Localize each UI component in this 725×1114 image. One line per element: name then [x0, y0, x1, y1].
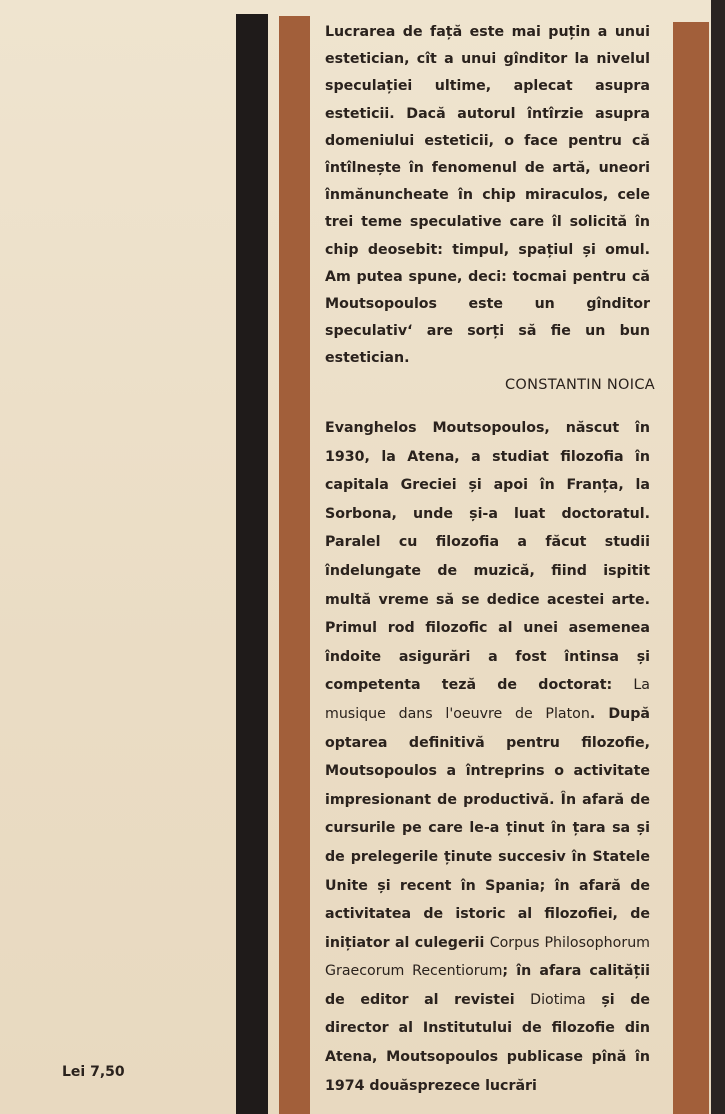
author-biography	[325, 414, 650, 1100]
black-stripe-left	[236, 14, 268, 1114]
bio-text-part-4: și de director al Institutului de filozofie din Atena, Moutsopoulos publicase pînă în 1974 douăsprezece lucrări	[325, 991, 650, 1094]
brown-stripe-right	[673, 22, 709, 1114]
bio-text-part-1: Evanghelos Moutsopoulos, născut în 1930, la Atena, a studiat filozofia în capitala Greciei și apoi în Franța, la Sorbona, unde și-a luat doctoratul. Paralel cu filozofia a făcut studii îndelungate de muzică, fiind ispitit multă vreme să se dedice acestei arte. Primul rod filozofic al unei asemenea îndoite asigurări a fost întinsa și competenta teză de doctorat:	[325, 420, 650, 694]
bio-collection-title: Corpus Philosophorum Graecorum Recentiorum	[325, 934, 651, 980]
price-label: Lei 7,50	[62, 1064, 125, 1080]
bio-book-title-1: La musique dans l'oeuvre de Platon	[325, 677, 650, 722]
bio-text-part-2: . După optarea definitivă pentru filozofie, Moutsopoulos a întreprins o activitate impresionant de productivă. În afară de cursurile pe care le-a ținut în țara sa și de prelegerile ținute succesiv în Statele Unite și recent în Spania; în afară de activitatea de istoric al filozofiei, de inițiator al culegerii	[325, 705, 650, 951]
brown-stripe-left	[279, 16, 310, 1114]
bio-text-part-3: ; în afara calității de editor al revistei	[325, 963, 651, 1008]
critic-quote: Lucrarea de față este mai puțin a unui estetician, cît a unui gînditor la nivelul speculației ultime, aplecat asupra esteticii. Dacă autorul întîrzie asupra domeniului esteticii, o face pentru că întîlnește în fenomenul de artă, uneori înmănuncheate în chip miraculos, cele trei teme speculative care îl solicită în chip deosebit: timpul, spațiul și omul. Am putea spune, deci: tocmai pentru că Moutsopoulos este un gînditor speculativ‘ are sorți să fie un bun estetician.	[325, 24, 650, 367]
bio-journal-title: Diotima	[530, 991, 586, 1008]
quote-author: CONSTANTIN NOICA	[504, 377, 655, 393]
black-stripe-right	[711, 0, 725, 1114]
